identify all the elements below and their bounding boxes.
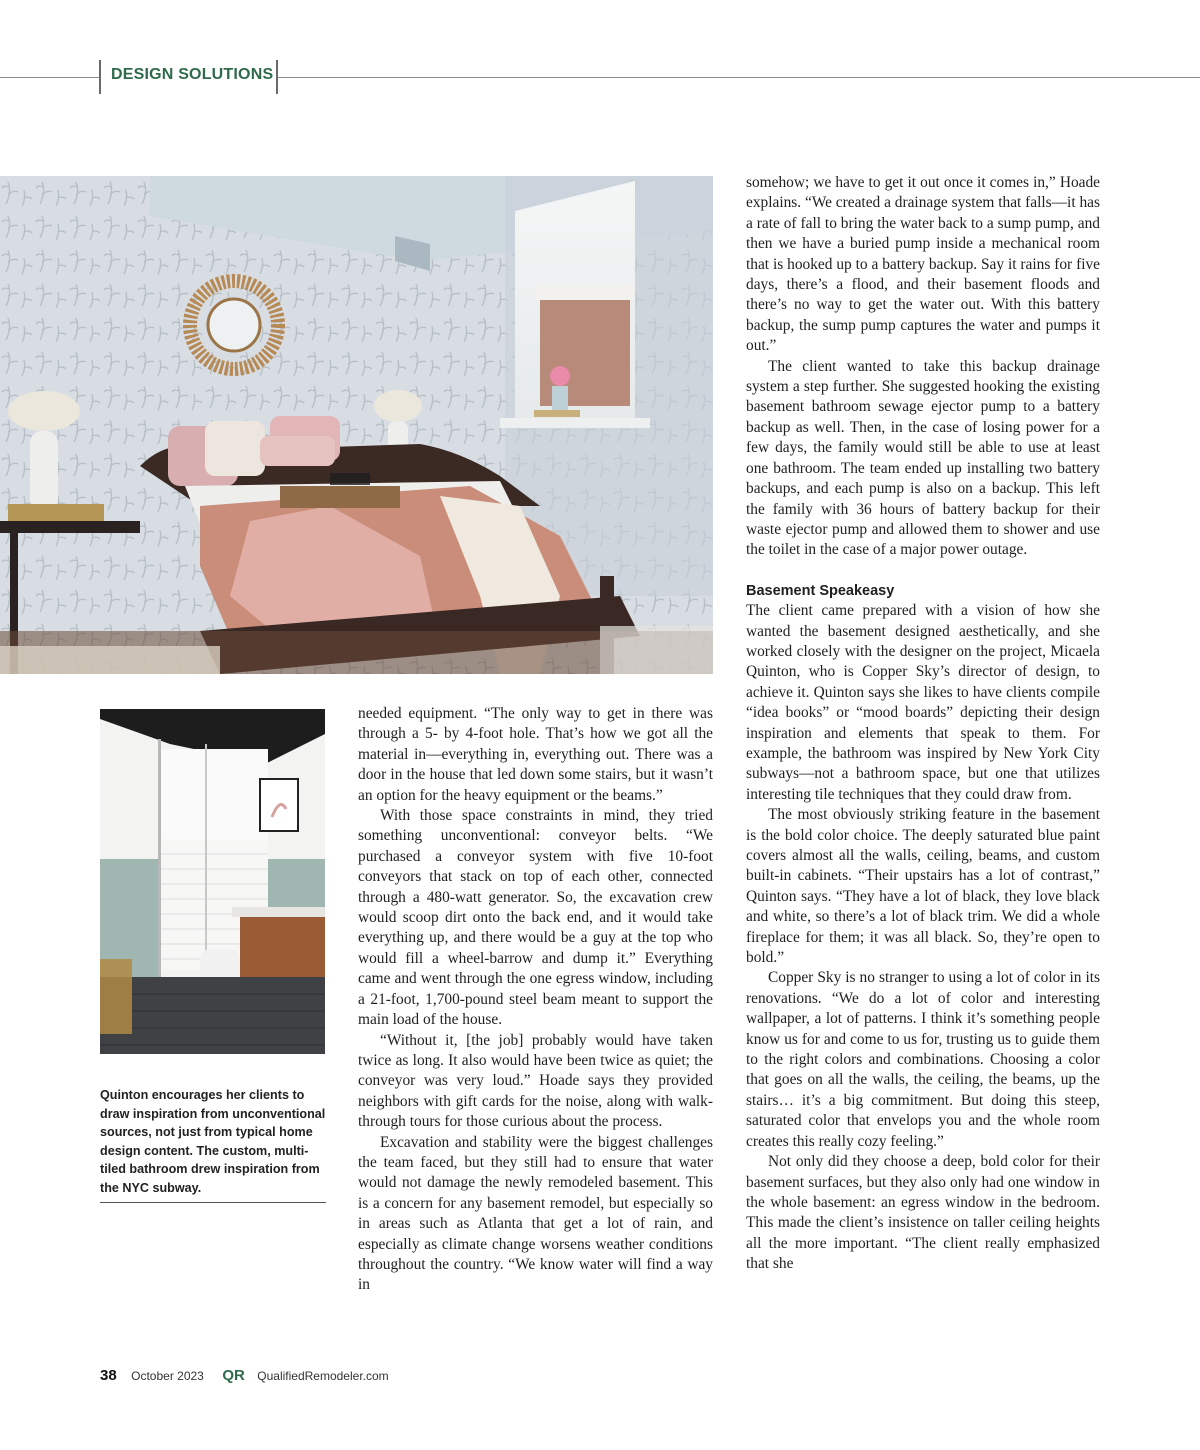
caption-rule	[100, 1202, 326, 1203]
bedroom-photo	[0, 176, 713, 674]
paragraph: “Without it, [the job] probably would have taken twice as long. It also would have been twice as quiet; the conveyor was very loud.” Hoade says they provided neighbors with gift cards for the noise, along with walk-through tours for those curious about the process.	[358, 1031, 713, 1131]
header-rule-left	[0, 77, 100, 78]
paragraph: Copper Sky is no stranger to using a lot of color in its renovations. “We do a lot of color and interesting wallpaper, a lot of patterns. I think it’s something people know us for and come to us for, trusting us to guide them to the right colors and combinations. Choosing a color that goes on all the walls, the ceiling, the beams, up the stairs… it’s a big commitment. But doing this steep, saturated color that envelops you and the whole room creates this really cozy feeling.”	[746, 969, 1100, 1150]
bathroom-photo	[100, 709, 325, 1054]
paragraph: With those space constraints in mind, they tried something unconventional: conveyor belts. “We purchased a conveyor system with five 10-foot conveyors that stack on top of each other, connected through a 480-watt generator. So, the excavation crew would scoop dirt onto the back end, and it would take everything up, and there would be a guy at the top who would fill a wheel-barrow and dump it.” Everything came and went through the one egress window, including a 21-foot, 1,700-pound steel beam meant to support the main load of the house.	[358, 807, 713, 1029]
paragraph: The client wanted to take this backup drainage system a step further. She suggested hooking the existing basement bathroom sewage ejector pump to a battery backup as well. Then, in the case of losing power for a few days, the family would still be able to use at least one bathroom. The team ended up installing two battery backups, and each pump is also on a backup. This left the family with 36 hours of battery backup for their waste ejector pump and allowed them to shower and use the toilet in the case of a major power outage.	[746, 357, 1100, 559]
article-column-right	[746, 173, 1100, 1275]
page-footer	[100, 1367, 389, 1385]
brand-logo: QR	[222, 1367, 245, 1384]
paragraph: Excavation and stability were the biggest challenges the team faced, but they still had to ensure that water would not damage the newly remodeled basement. This is a concern for any basement remodel, but especially so in areas such as Atlanta that get a lot of rain, and especially as climate change worsens weather conditions throughout the country. “We know water will find a way in	[358, 1133, 713, 1294]
paragraph: The client came prepared with a vision of how she wanted the basement designed aesthetically, and she worked closely with the designer on the project, Micaela Quinton, who is Copper Sky’s director of design, to achieve it. Quinton says she likes to have clients compile “idea books” or “mood boards” depicting their design inspiration and elements that speak to them. For example, the bathroom was inspired by New York City subways—not a bathroom space, but one that utilizes interesting tile techniques that they could draw from.	[746, 602, 1100, 803]
subhead: Basement Speakeasy	[746, 582, 895, 599]
section-label: DESIGN SOLUTIONS	[111, 66, 274, 83]
header-rule-right	[278, 77, 1200, 78]
paragraph: somehow; we have to get it out once it comes in,” Hoade explains. “We created a drainage system that falls—it has a rate of fall to bring the water back to a sump pump, and then we have a buried pump inside a mechanical room that is hooked up to a battery backup. Say it rains for five days, there’s a flood, and their basement floods and there’s no way to get the water out. With this battery backup, the sump pump captures the water and pumps it out.”	[746, 174, 1100, 355]
issue-date: October 2023	[131, 1369, 204, 1383]
paragraph: Not only did they choose a deep, bold color for their basement surfaces, but they also only had one window in the whole basement: an egress window in the bedroom. This made the client’s insistence on taller ceiling heights all the more important. “The client really emphasized that she	[746, 1153, 1100, 1273]
photo-caption: Quinton encourages her clients to draw inspiration from unconventional sources, not just from typical home design content. The custom, multi-tiled bathroom drew inspiration from the NYC subway.	[100, 1088, 326, 1195]
article-column-middle	[358, 704, 713, 1296]
paragraph: The most obviously striking feature in the basement is the bold color choice. The deeply saturated blue paint covers almost all the walls, ceiling, beams, and custom built-in cabinets. “Their upstairs has a lot of contrast,” Quinton says. “They have a lot of black, they love black and white, so there’s a lot of black trim. We did a whole fireplace for them; it was all black. So, they’re open to bold.”	[746, 806, 1100, 967]
paragraph: needed equipment. “The only way to get in there was through a 5- by 4-foot hole. That’s how we got all the material in—everything in, everything out. There was a door in the house that led down some stairs, but it wasn’t an option for the heavy equipment or the beams.”	[358, 705, 713, 804]
header-divider-left	[99, 60, 101, 94]
page-number: 38	[100, 1367, 117, 1384]
website-url: QualifiedRemodeler.com	[257, 1369, 389, 1383]
